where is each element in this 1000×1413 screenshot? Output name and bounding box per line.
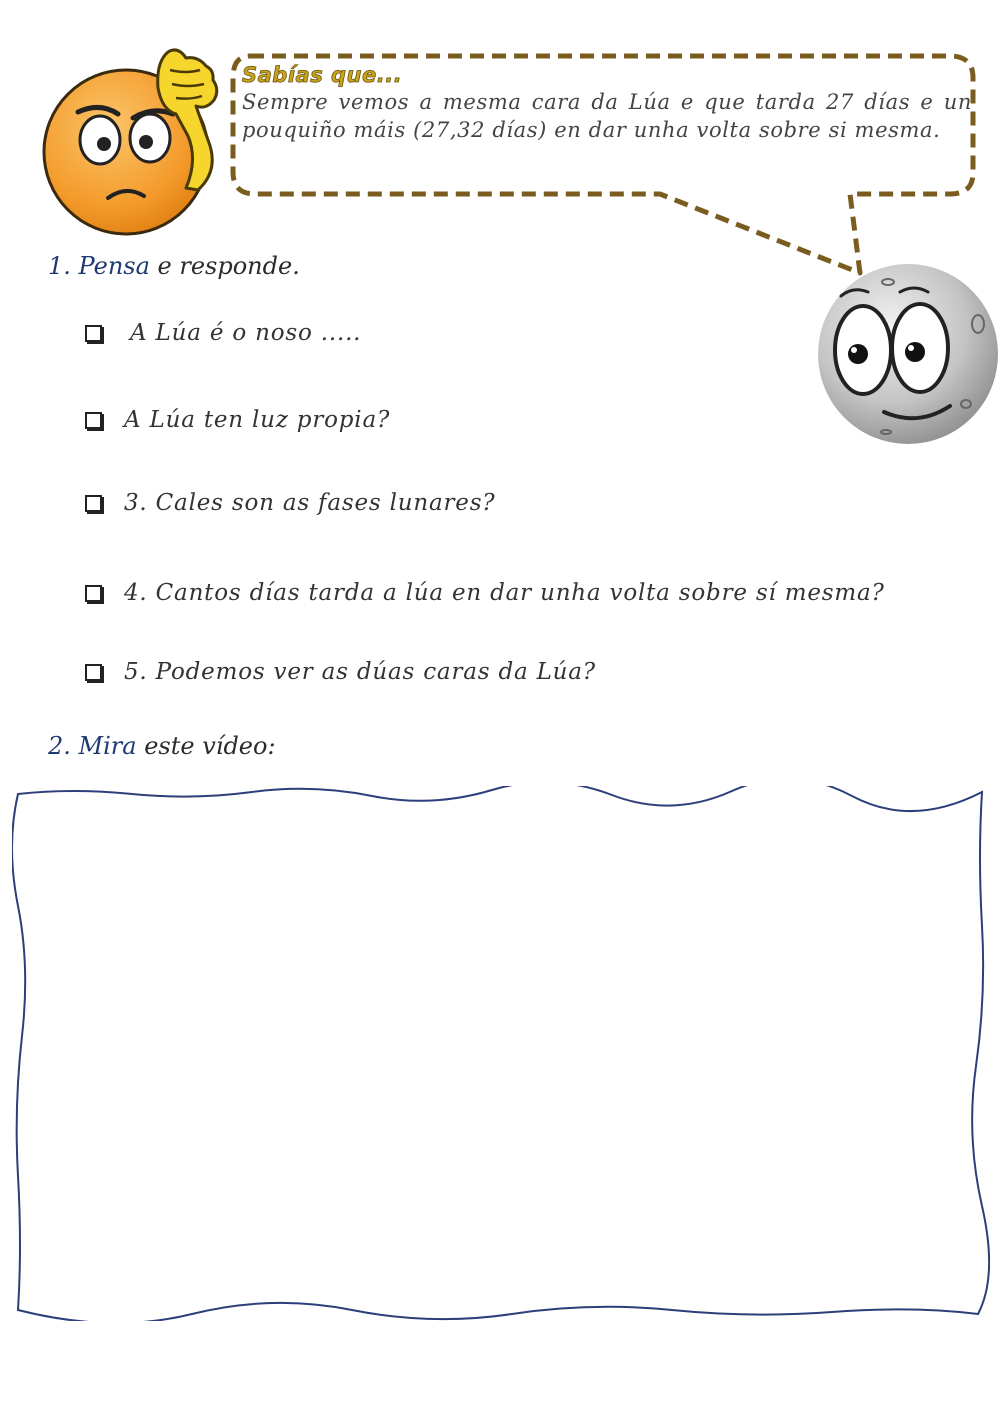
section-2-heading — [48, 732, 276, 760]
bubble-content — [242, 62, 972, 144]
question-4 — [85, 580, 885, 606]
bubble-title: Sabías que... — [242, 63, 403, 87]
question-2 — [85, 407, 390, 433]
question-1-checkbox[interactable] — [85, 325, 102, 342]
section-2-number: 2. — [48, 732, 71, 760]
question-2-checkbox[interactable] — [85, 412, 102, 429]
question-2-text: A Lúa ten luz propia? — [124, 407, 391, 433]
question-3-text: 3. Cales son as fases lunares? — [124, 490, 496, 516]
question-1-text: A Lúa é o noso ..... — [130, 320, 362, 346]
moon-illustration — [808, 262, 1000, 447]
question-5-checkbox[interactable] — [85, 664, 102, 681]
section-1-rest: e responde. — [149, 252, 300, 280]
question-3 — [85, 490, 495, 516]
bubble-body: Sempre vemos a mesma cara da Lúa e que tarda 27 días e un pouquiño máis (27,32 días) en dar unha volta sobre si mesma. — [242, 90, 972, 142]
question-5 — [85, 659, 596, 685]
section-2-rest: este vídeo: — [136, 732, 276, 760]
section-2-keyword: Mira — [78, 732, 137, 760]
question-4-checkbox[interactable] — [85, 585, 102, 602]
question-3-checkbox[interactable] — [85, 495, 102, 512]
section-1-heading — [48, 252, 300, 280]
question-1 — [85, 320, 361, 346]
question-4-text: 4. Cantos días tarda a lúa en dar unha volta sobre sí mesma? — [124, 580, 885, 606]
question-5-text: 5. Podemos ver as dúas caras da Lúa? — [124, 659, 596, 685]
section-1-number: 1. — [48, 252, 71, 280]
video-frame[interactable] — [12, 786, 990, 1321]
section-1-keyword: Pensa — [78, 252, 150, 280]
